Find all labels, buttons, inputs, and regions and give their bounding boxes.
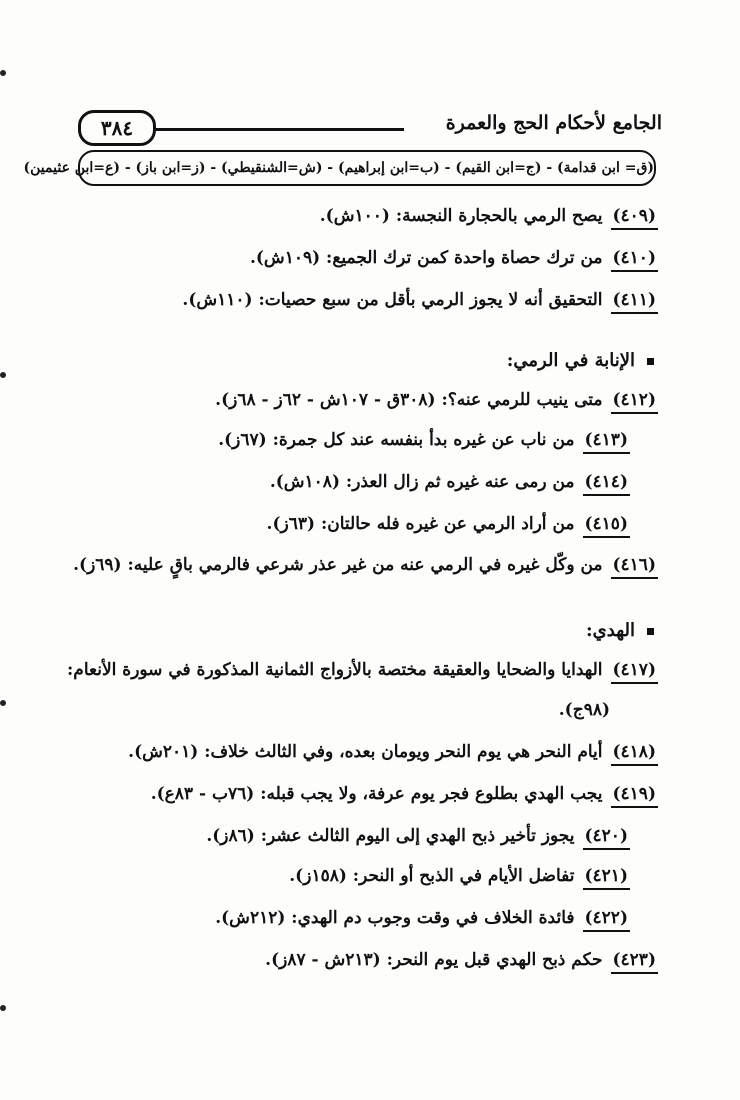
- entry-number: (٤٠٩): [611, 206, 659, 230]
- abbreviation-legend: (ق= ابن قدامة) - (ج=ابن القيم) - (ب=ابن إبراهيم) - (ش=الشنقيطي) - (ز=ابن باز) - (ع=ابن عثيمين): [78, 150, 656, 186]
- entry-number: (٤١٢): [611, 390, 659, 414]
- margin-dot: [0, 700, 6, 706]
- list-item: [10, 826, 630, 850]
- margin-dot: [0, 70, 6, 76]
- entry-number: (٤١٩): [611, 784, 659, 808]
- entry-number: (٤٢٠): [583, 826, 631, 850]
- entry-number: (٤١١): [611, 290, 659, 314]
- entry-text: من رمى عنه غيره ثم زال العذر: (١٠٨ش).: [269, 472, 575, 492]
- margin-dot: [0, 372, 6, 378]
- entry-text: التحقيق أنه لا يجوز الرمي بأقل من سبع حصيات: (١١٠ش).: [182, 290, 603, 310]
- bullet-icon: [647, 628, 654, 635]
- list-item: [38, 784, 658, 808]
- entry-text: حكم ذبح الهدي قبل يوم النحر: (٢١٣ش - ٨٧ز).: [265, 950, 603, 970]
- list-item: [18, 660, 658, 684]
- page-header: [78, 110, 662, 144]
- entry-text: من ترك حصاة واحدة كمن ترك الجميع: (١٠٩ش).: [249, 248, 603, 268]
- list-item: [10, 866, 630, 890]
- list-item: [10, 430, 630, 454]
- entry-text: يصح الرمي بالحجارة النجسة: (١٠٠ش).: [319, 206, 603, 226]
- header-rule: [174, 128, 404, 131]
- entry-number: (٤١٦): [611, 555, 659, 579]
- entry-number: (٤١٥): [583, 514, 631, 538]
- entry-number: (٤٢١): [583, 866, 631, 890]
- page-number: ٣٨٤: [78, 110, 156, 146]
- entry-text: متى ينيب للرمي عنه؟: (٣٠٨ق - ١٠٧ش - ٦٢ز - ٦٨ز).: [215, 390, 603, 410]
- list-item: [38, 742, 658, 766]
- entry-text: تفاضل الأيام في الذبح أو النحر: (١٥٨ز).: [289, 866, 575, 886]
- list-item: [38, 206, 658, 230]
- list-item: [38, 950, 658, 974]
- bullet-icon: [647, 358, 654, 365]
- entry-number: (٤١٣): [583, 430, 631, 454]
- entry-text: الهدايا والضحايا والعقيقة مختصة بالأزواج الثمانية المذكورة في سورة الأنعام:: [67, 660, 603, 680]
- list-item: [38, 290, 658, 314]
- section-heading: الإنابة في الرمي:: [507, 350, 654, 371]
- entry-text: يجب الهدي بطلوع فجر يوم عرفة، ولا يجب قبله: (٧٦ب - ٨٣ع).: [150, 784, 603, 804]
- section-heading: الهدي:: [586, 620, 654, 641]
- entry-number: (٤١٠): [611, 248, 659, 272]
- entry-number: (٤١٤): [583, 472, 631, 496]
- entry-text: من ناب عن غيره بدأ بنفسه عند كل جمرة: (٦٧ز).: [218, 430, 575, 450]
- margin-dot: [0, 1005, 6, 1011]
- list-item: [38, 555, 658, 579]
- entry-text: من أراد الرمي عن غيره فله حالتان: (٦٣ز).: [266, 514, 575, 534]
- entry-number: (٤١٨): [611, 742, 659, 766]
- entry-number: (٤٢٢): [583, 908, 631, 932]
- list-item: [10, 908, 630, 932]
- entry-text: فائدة الخلاف في وقت وجوب دم الهدي: (٢١٢ش).: [215, 908, 575, 928]
- entry-text: من وكّل غيره في الرمي عنه من غير عذر شرعي فالرمي باقٍ عليه: (٦٩ز).: [73, 555, 603, 575]
- entry-continuation: (٩٨ج).: [558, 700, 610, 720]
- entry-number: (٤١٧): [611, 660, 659, 684]
- entry-text: يجوز تأخير ذبح الهدي إلى اليوم الثالث عشر: (٨٦ز).: [206, 826, 575, 846]
- list-item: [38, 248, 658, 272]
- entry-text: أيام النحر هي يوم النحر ويومان بعده، وفي الثالث خلاف: (٢٠١ش).: [128, 742, 603, 762]
- entry-number: (٤٢٣): [611, 950, 659, 974]
- list-item: [38, 390, 658, 414]
- list-item: [10, 472, 630, 496]
- book-title: الجامع لأحكام الحج والعمرة: [445, 112, 662, 134]
- list-item: [10, 514, 630, 538]
